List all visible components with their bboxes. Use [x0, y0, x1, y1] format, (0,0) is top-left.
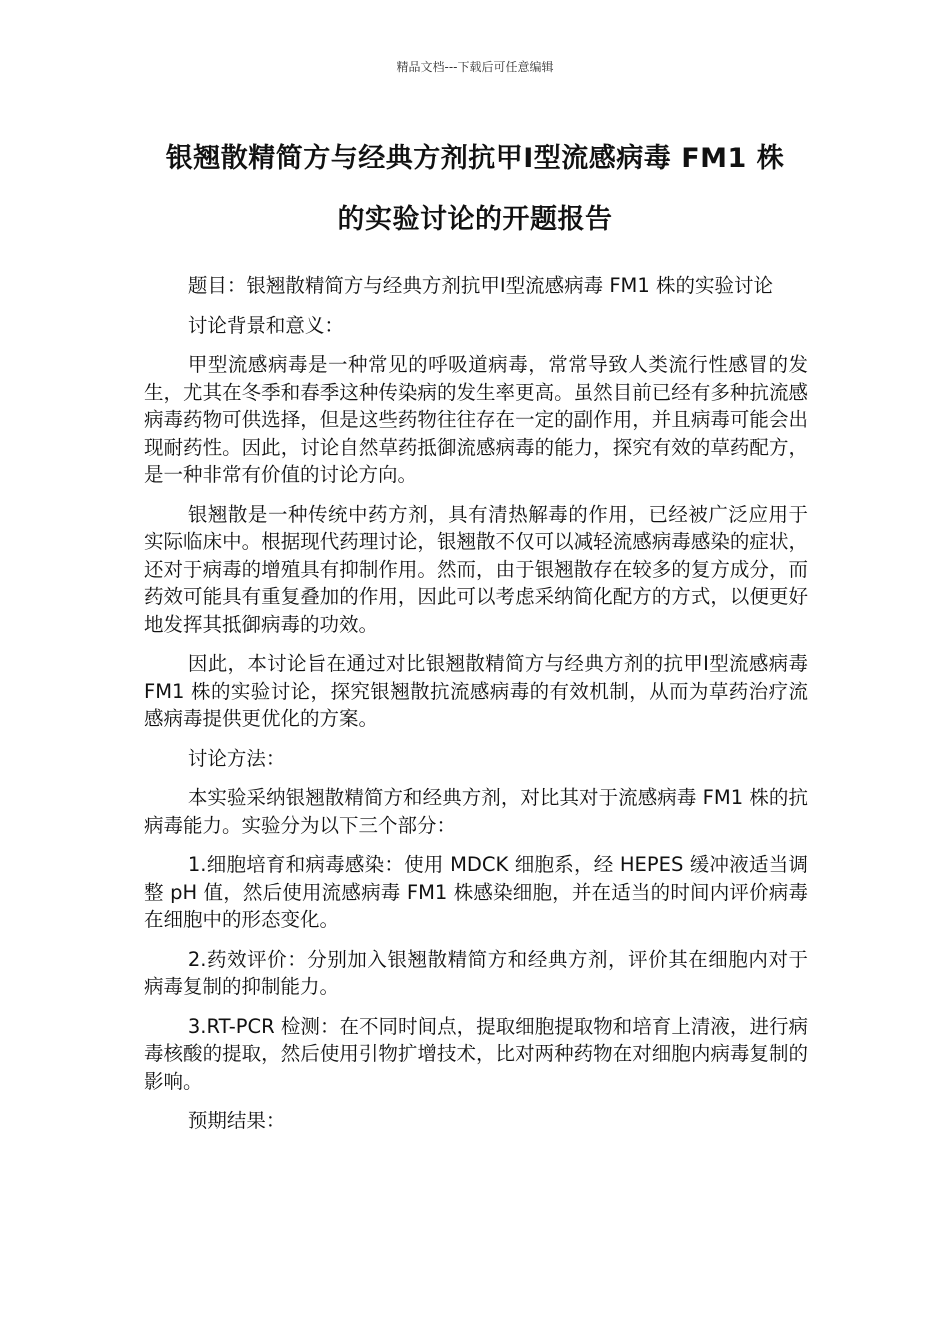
heading-expected-results: 预期结果：	[187, 1109, 286, 1132]
heading-background: 讨论背景和意义：	[187, 313, 344, 337]
title-line-1: 银翘散精简方与经典方剂抗甲Ⅰ型流感病毒 FM1 株	[165, 143, 785, 174]
paragraph-background-1: 甲型流感病毒是一种常见的呼吸道病毒，常常导致人类流行性感冒的发生，尤其在冬季和春季这种传染病的发生率更高。虽然目前已经有多种抗流感病毒药物可供选择，但是这些药物往往存在一定的副作用，并且病毒可能会出现耐药性。因此，讨论自然草药抵御流感病毒的能力，探究有效的草药配方，是一种非常有价值的讨论方向。	[144, 353, 808, 486]
title-line-2: 的实验讨论的开题报告	[337, 204, 613, 235]
paragraph-method-3: 3.RT-PCR 检测：在不同时间点，提取细胞提取物和培育上清液，进行病毒核酸的提取，然后使用引物扩增技术，比对两种药物在对细胞内病毒复制的影响。	[144, 1014, 808, 1093]
paragraph-topic: 题目：银翘散精简方与经典方剂抗甲Ⅰ型流感病毒 FM1 株的实验讨论	[187, 274, 773, 297]
heading-methods: 讨论方法：	[187, 746, 286, 770]
paragraph-method-1: 1.细胞培育和病毒感染：使用 MDCK 细胞系，经 HEPES 缓冲液适当调整 pH 值，然后使用流感病毒 FM1 株感染细胞，并在适当的时间内评价病毒在细胞中的形态变化。	[144, 853, 808, 931]
page-header: 精品文档---下载后可任意编辑	[396, 60, 554, 74]
document-body	[144, 272, 808, 1147]
paragraph-background-2: 银翘散是一种传统中药方剂，具有清热解毒的作用，已经被广泛应用于实际临床中。根据现代药理讨论，银翘散不仅可以减轻流感病毒感染的症状，还对于病毒的增殖具有抑制作用。然而，由于银翘散存在较多的复方成分，而药效可能具有重复叠加的作用，因此可以考虑采纳简化配方的方式，以便更好地发挥其抵御病毒的功效。	[144, 502, 808, 636]
document-title	[140, 128, 810, 250]
paragraph-methods-intro: 本实验采纳银翘散精简方和经典方剂，对比其对于流感病毒 FM1 株的抗病毒能力。实验分为以下三个部分：	[144, 786, 808, 837]
paragraph-background-3: 因此，本讨论旨在通过对比银翘散精简方与经典方剂的抗甲Ⅰ型流感病毒 FM1 株的实验讨论，探究银翘散抗流感病毒的有效机制，从而为草药治疗流感病毒提供更优化的方案。	[144, 652, 808, 730]
paragraph-method-2: 2.药效评价：分别加入银翘散精简方和经典方剂，评价其在细胞内对于病毒复制的抑制能力。	[144, 947, 808, 998]
